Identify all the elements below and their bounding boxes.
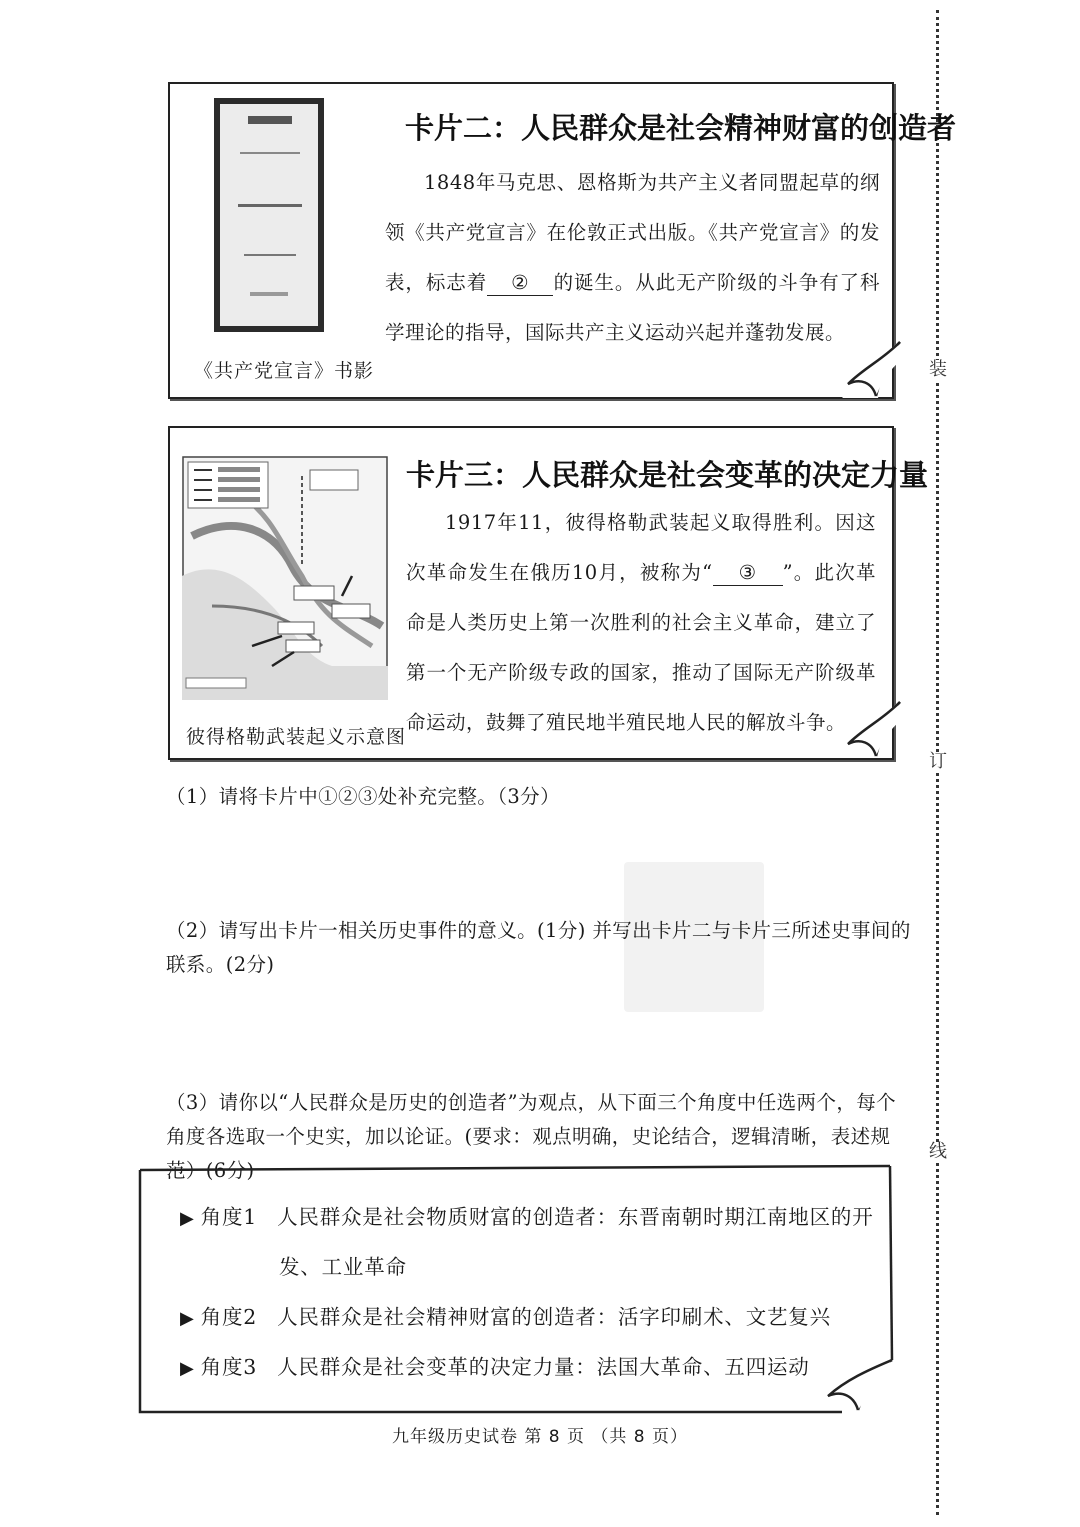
card-three-title: 卡片三：人民群众是社会变革的决定力量: [406, 458, 929, 492]
card-three-caption: 彼得格勒武装起义示意图: [186, 726, 407, 748]
question-two: （2）请写出卡片一相关历史事件的意义。(1分) 并写出卡片二与卡片三所述史事间的联系。(2分): [166, 919, 911, 976]
manifesto-cover-image: [214, 98, 324, 332]
card-two-title: 卡片二：人民群众是社会精神财富的创造者: [405, 111, 957, 145]
binding-char-zhuang: 装: [929, 359, 947, 380]
petrograd-uprising-map: [182, 456, 388, 700]
binding-char-ding: 订: [929, 751, 947, 772]
blank-three[interactable]: ③: [713, 561, 783, 586]
page-footer: 九年级历史试卷 第 8 页 （共 8 页）: [391, 1427, 689, 1447]
card-two-text: 1848年马克思、恩格斯为共产主义者同盟起草的纲领《共产党宣言》在伦敦正式出版。《共产党宣言》的发表，标志着 ② 的诞生。从此无产阶级的斗争有了科学理论的指导，国际共产主义运动兴起并蓬勃发展。: [385, 171, 880, 344]
card-three: [168, 426, 929, 760]
card-three-text: 1917年11，彼得格勒武装起义取得胜利。因这次革命发生在俄历10月，被称为“ ③ ”。此次革命是人类历史上第一次胜利的社会主义革命，建立了第一个无产阶级专政的国家，推动了国际无产阶级革命运动，鼓舞了殖民地半殖民地人民的解放斗争。: [406, 511, 876, 734]
page-curl-icon: [842, 698, 902, 758]
angle-row-1-cont: 发、工业革命: [279, 1255, 407, 1279]
angles-card: [138, 1164, 892, 1414]
binding-char-xian: 线: [929, 1141, 947, 1162]
triangle-bullet-icon: ▶: [180, 1358, 195, 1379]
blank-two[interactable]: ②: [487, 271, 553, 296]
angle-row-1: ▶ 角度1 人民群众是社会物质财富的创造者：东晋南朝时期江南地区的开: [180, 1205, 874, 1229]
page-curl-icon: [842, 338, 902, 398]
card-two: [168, 82, 957, 399]
triangle-bullet-icon: ▶: [180, 1308, 195, 1329]
angle-row-2: ▶ 角度2 人民群众是社会精神财富的创造者：活字印刷术、文艺复兴: [180, 1305, 831, 1329]
angle-row-3: ▶ 角度3 人民群众是社会变革的决定力量：法国大革命、五四运动: [180, 1355, 810, 1379]
question-three: （3）请你以“人民群众是历史的创造者”为观点，从下面三个角度中任选两个，每个角度各选取一个史实，加以论证。(要求：观点明确，史论结合，逻辑清晰，表述规范）(6分): [166, 1091, 897, 1182]
triangle-bullet-icon: ▶: [180, 1208, 195, 1229]
card-two-caption: 《共产党宣言》书影: [194, 360, 375, 382]
question-one: （1）请将卡片中①②③处补充完整。（3分）: [166, 785, 560, 808]
